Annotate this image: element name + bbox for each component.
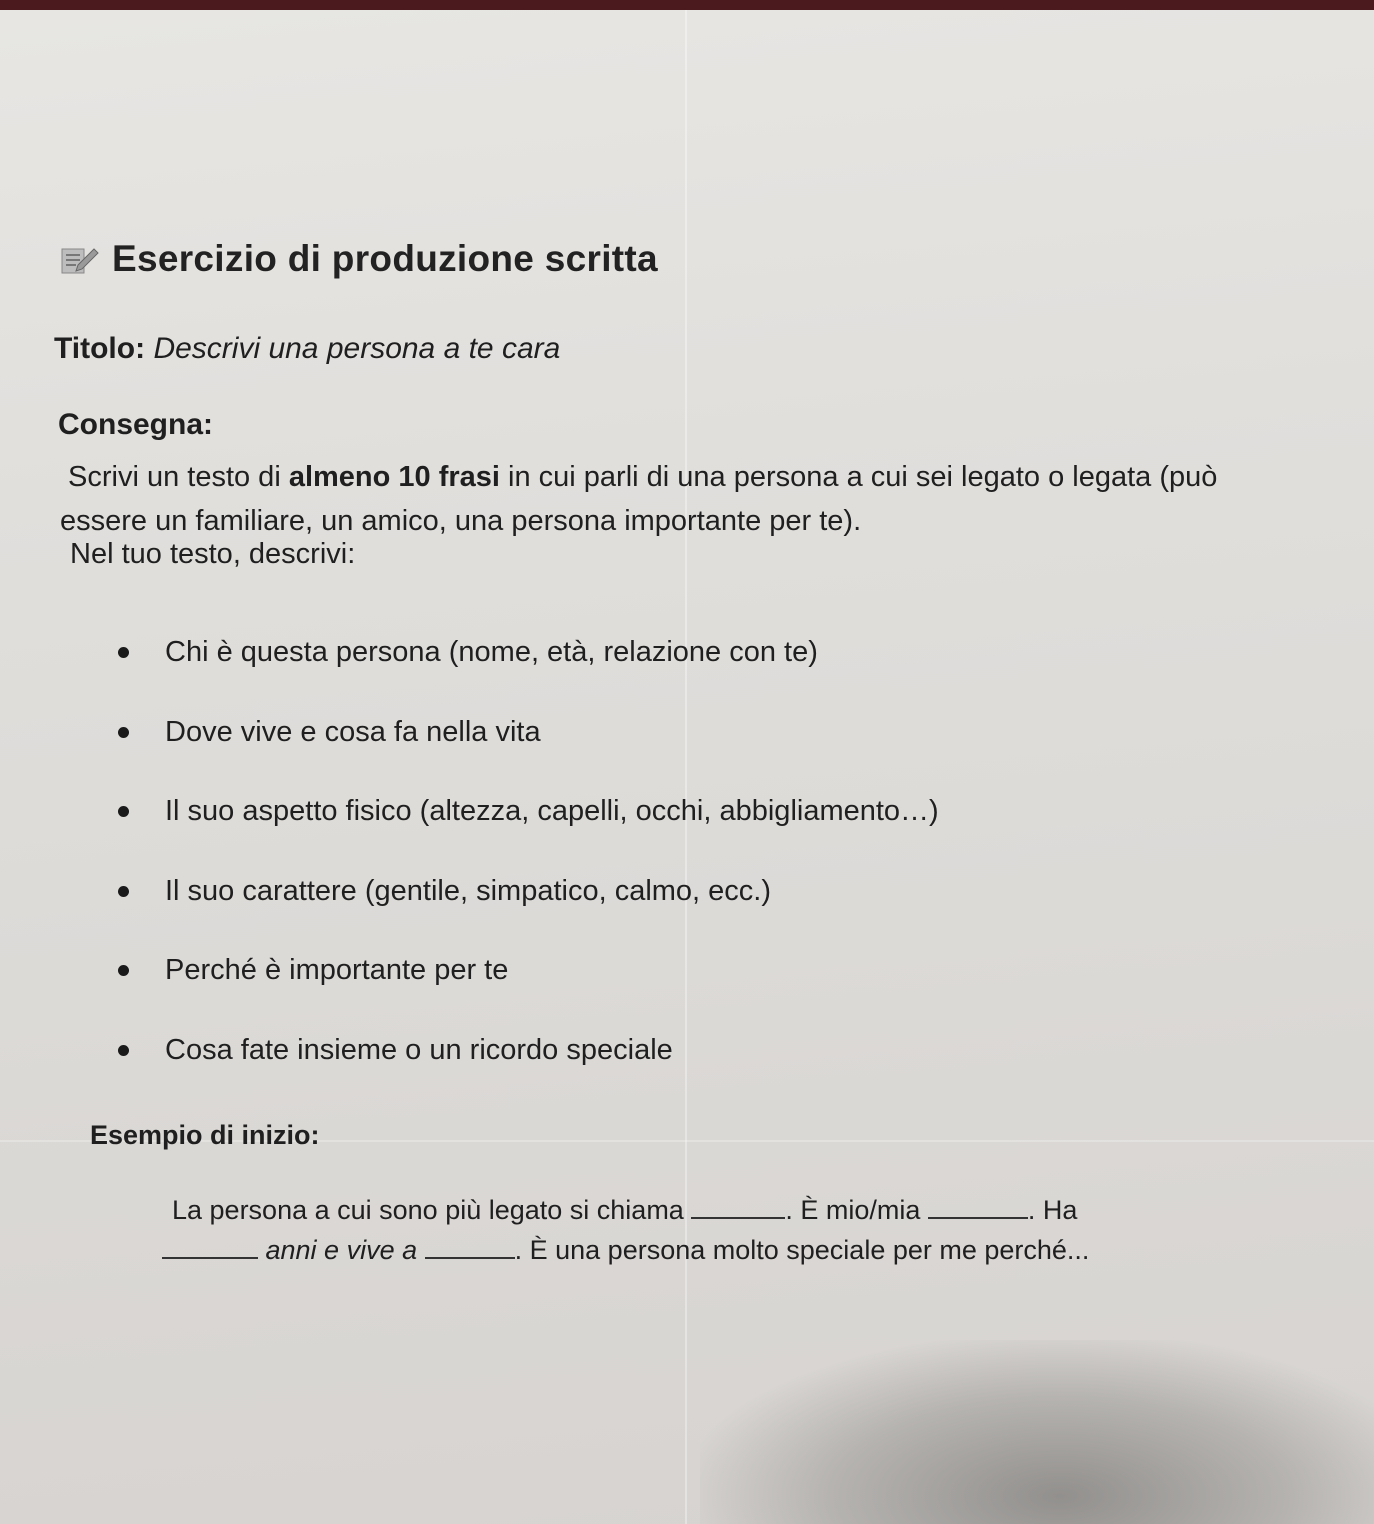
bullet-icon [118,806,129,817]
example-text-1: La persona a cui sono più legato si chiama [172,1195,692,1225]
pencil-icon [58,241,100,277]
blank-place [425,1231,515,1259]
blank-relation [928,1191,1028,1219]
describe-intro: Nel tuo testo, descrivi: [70,538,356,570]
instruction-text-a: Scrivi un testo di [68,461,289,493]
titolo-value: Descrivi una persona a te cara [153,332,561,365]
paper-sheet [0,10,1374,1524]
list-item [118,693,939,773]
instruction-line-2: essere un familiare, un amico, una persona importante per te). [60,505,862,537]
list-item [118,772,939,852]
example-text-5: . È una persona molto speciale per me perché... [514,1235,1090,1265]
instruction-line-1 [60,455,1310,499]
list-item-text: Il suo aspetto fisico (altezza, capelli, occhi, abbigliamento…) [165,795,939,828]
bullet-icon [118,727,129,738]
list-item [118,1011,939,1091]
bullet-icon [118,965,129,976]
example-text-2: . È mio/mia [785,1195,928,1225]
instruction-text-b: in cui parli di una persona a cui sei legato o legata (può [499,461,1218,493]
consegna-label: Consegna: [58,408,214,441]
page-title: Esercizio di produzione scritta [112,238,658,279]
list-item-text: Dove vive e cosa fa nella vita [165,715,541,748]
list-item-text: Chi è questa persona (nome, età, relazione con te) [165,636,818,669]
list-item [118,931,939,1011]
example-text [172,1190,1089,1270]
hand-shadow [700,1340,1374,1524]
list-item-text: Perché è importante per te [165,954,509,987]
list-item [118,613,939,693]
bullet-icon [118,647,129,658]
bullet-icon [118,886,129,897]
titolo-label: Titolo: [54,332,146,365]
list-item-text: Cosa fate insieme o un ricordo speciale [165,1033,673,1066]
example-text-3: . Ha [1027,1195,1078,1225]
titolo-row [54,332,560,366]
example-text-4: anni e vive a [258,1235,425,1265]
bullet-list [118,613,939,1090]
instruction-bold: almeno 10 frasi [288,461,500,493]
blank-name [691,1191,785,1219]
exercise-header [58,238,658,280]
bullet-icon [118,1045,129,1056]
list-item-text: Il suo carattere (gentile, simpatico, calmo, ecc.) [165,874,772,907]
instruction-paragraph [60,455,1310,543]
example-label: Esempio di inizio: [90,1120,320,1150]
list-item [118,852,939,932]
example-line-2 [162,1230,1089,1270]
blank-age [162,1231,258,1259]
example-line-1 [172,1190,1089,1230]
